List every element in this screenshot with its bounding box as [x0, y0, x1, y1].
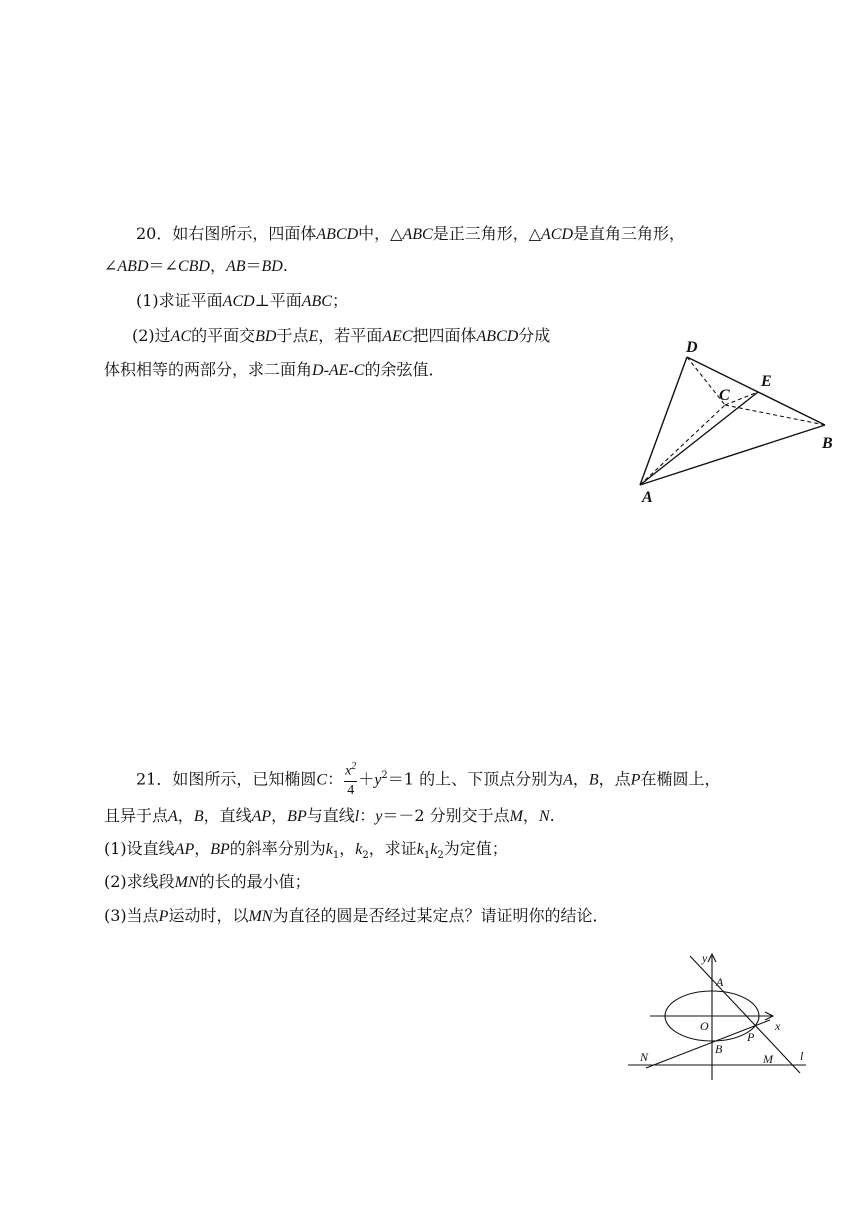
label-P: P — [747, 1030, 755, 1044]
fraction-exponent: 2 — [351, 761, 357, 772]
q20-text: ＝∠ — [148, 256, 178, 275]
fraction-numerator: x — [345, 763, 352, 779]
q21-line-1 — [136, 756, 720, 796]
q20-var: E — [308, 328, 319, 345]
q21-part-2 — [104, 872, 311, 893]
label-M: M — [763, 1052, 773, 1066]
q20-var: ABCD — [476, 328, 519, 345]
q21-var: B — [193, 808, 204, 825]
q20-text: 是正三角形，△ — [432, 224, 542, 243]
q21-subscript: 1 — [332, 850, 340, 862]
q20-var: ABCD — [316, 226, 359, 243]
q21-line-2 — [104, 806, 555, 827]
q21-subscript: 1 — [423, 850, 431, 862]
q21-text: 且异于点 — [104, 806, 169, 825]
q21-text: 运动时，以 — [168, 906, 249, 925]
q20-var: ABC — [301, 293, 332, 310]
ellipse-fraction — [344, 762, 357, 798]
q21-text: 的长的最小值； — [198, 872, 311, 891]
q21-text: ， — [271, 806, 288, 825]
q21-var: C — [316, 771, 328, 789]
q20-text: 的余弦值． — [364, 360, 445, 379]
label-E: E — [761, 373, 772, 390]
edge-DB — [687, 357, 825, 425]
q20-text: 是直角三角形， — [573, 224, 686, 243]
q21-text: ， — [339, 839, 356, 858]
label-D: D — [686, 339, 698, 356]
q20-text: . — [282, 256, 288, 275]
q21-text: ，点 — [598, 769, 631, 789]
q20-text: 如右图所示，四面体 — [172, 224, 317, 243]
label-l: l — [800, 1049, 804, 1063]
q21-var: k — [416, 841, 424, 858]
label-N: N — [640, 1050, 649, 1064]
q21-var: y — [374, 771, 382, 789]
q21-var: AP — [251, 808, 272, 825]
q21-text: . — [549, 806, 555, 825]
q20-text: 中，△ — [358, 224, 403, 243]
q20-text: ⊥平面 — [254, 291, 302, 310]
q20-text: 把四面体 — [412, 326, 477, 345]
q21-var: BP — [210, 841, 230, 858]
label-B: B — [715, 1042, 723, 1056]
q21-text: ， — [194, 839, 211, 858]
q20-var: ABC — [402, 226, 433, 243]
q20-text: ＝ — [245, 256, 262, 275]
q21-var: AP — [174, 841, 195, 858]
label-x: x — [775, 1019, 781, 1033]
q21-part-3 — [104, 906, 608, 927]
q21-var: A — [168, 808, 178, 825]
edge-CB — [725, 405, 825, 425]
q21-text: ： — [327, 769, 344, 789]
q21-var: P — [630, 771, 641, 789]
q21-text: ＝1 的上、下顶点分别为 — [387, 769, 564, 789]
q21-subscript: 2 — [362, 850, 369, 862]
edge-AB — [640, 425, 825, 485]
q20-var: AB — [225, 258, 246, 275]
q20-text: 的平面交 — [191, 326, 256, 345]
q21-var: M — [509, 808, 523, 825]
q21-var: y — [375, 808, 383, 825]
q21-text: ，直线 — [203, 806, 252, 825]
q21-text: ， — [177, 806, 194, 825]
q21-subscript: 2 — [437, 850, 444, 862]
q21-text: ＝－2 分别交于点 — [382, 806, 510, 825]
q21-text: (3)当点 — [104, 906, 159, 925]
q20-var: BD — [255, 328, 277, 345]
q21-var: P — [158, 908, 169, 925]
q20-var: CBD — [177, 258, 210, 275]
q21-text: ， — [522, 806, 539, 825]
label-O: O — [700, 1019, 709, 1033]
q20-var: ACD — [541, 226, 574, 243]
q21-text: (1)设直线 — [104, 839, 175, 858]
q20-text: (2)过 — [132, 326, 171, 345]
q21-var: BP — [287, 808, 307, 825]
q21-var: B — [588, 771, 599, 789]
edge-AC — [640, 405, 725, 485]
q21-text: 与直线 — [306, 806, 355, 825]
q20-text: 体积相等的两部分，求二面角 — [104, 360, 313, 379]
q20-text: ∠ — [104, 256, 118, 275]
q20-var: BD — [261, 258, 283, 275]
label-B: B — [822, 435, 833, 452]
q21-var: N — [538, 808, 550, 825]
q21-text: ，求证 — [368, 839, 417, 858]
q20-var: AC — [170, 328, 192, 345]
q20-text: ， — [209, 256, 226, 275]
q21-text: ＋ — [358, 769, 375, 789]
q21-text: 为直径的圆是否经过某定点？请证明你的结论． — [272, 906, 609, 925]
q21-text: 的斜率分别为 — [229, 839, 326, 858]
q21-var: k — [355, 841, 363, 858]
q21-var: A — [563, 771, 573, 789]
edge-CE — [725, 392, 758, 405]
q21-text: 如图所示，已知椭圆 — [172, 769, 317, 789]
q20-text: (1)求证平面 — [136, 291, 223, 310]
ellipse-figure — [620, 950, 815, 1085]
q20-number: 20． — [136, 224, 173, 243]
q21-exponent: 2 — [381, 770, 388, 781]
q21-number: 21． — [136, 769, 173, 789]
tetrahedron-figure — [630, 335, 845, 510]
q21-var: k — [430, 841, 438, 858]
q21-var: k — [325, 841, 333, 858]
q20-line-2 — [104, 256, 288, 277]
q20-var: ACD — [222, 293, 255, 310]
q21-var: l — [354, 808, 360, 825]
q20-text: 分成 — [518, 326, 551, 345]
q20-var: AEC — [382, 328, 413, 345]
q21-var: MN — [248, 908, 273, 925]
label-A: A — [716, 975, 724, 989]
q20-line-1 — [136, 224, 685, 245]
q20-text: 于点 — [276, 326, 309, 345]
q21-text: ， — [572, 769, 589, 789]
q21-text: 在椭圆上， — [640, 769, 721, 789]
q21-text: 为定值； — [443, 839, 508, 858]
q20-var: D-AE-C — [312, 362, 365, 379]
label-C: C — [719, 387, 730, 404]
q21-text: ： — [359, 806, 376, 825]
q20-text: ； — [331, 291, 348, 310]
q21-text: (2)求线段 — [104, 872, 175, 891]
label-A: A — [642, 489, 653, 506]
q21-var: MN — [174, 874, 199, 891]
line-AP — [690, 956, 800, 1073]
fraction-denominator: 4 — [347, 782, 355, 798]
q20-part-2 — [132, 326, 550, 347]
q21-part-1 — [104, 839, 508, 866]
q20-var: ABD — [117, 258, 149, 275]
label-y: y — [702, 951, 708, 965]
q20-text: ，若平面 — [318, 326, 383, 345]
q20-part-1 — [136, 291, 348, 312]
q20-part-2-cont — [104, 360, 444, 381]
